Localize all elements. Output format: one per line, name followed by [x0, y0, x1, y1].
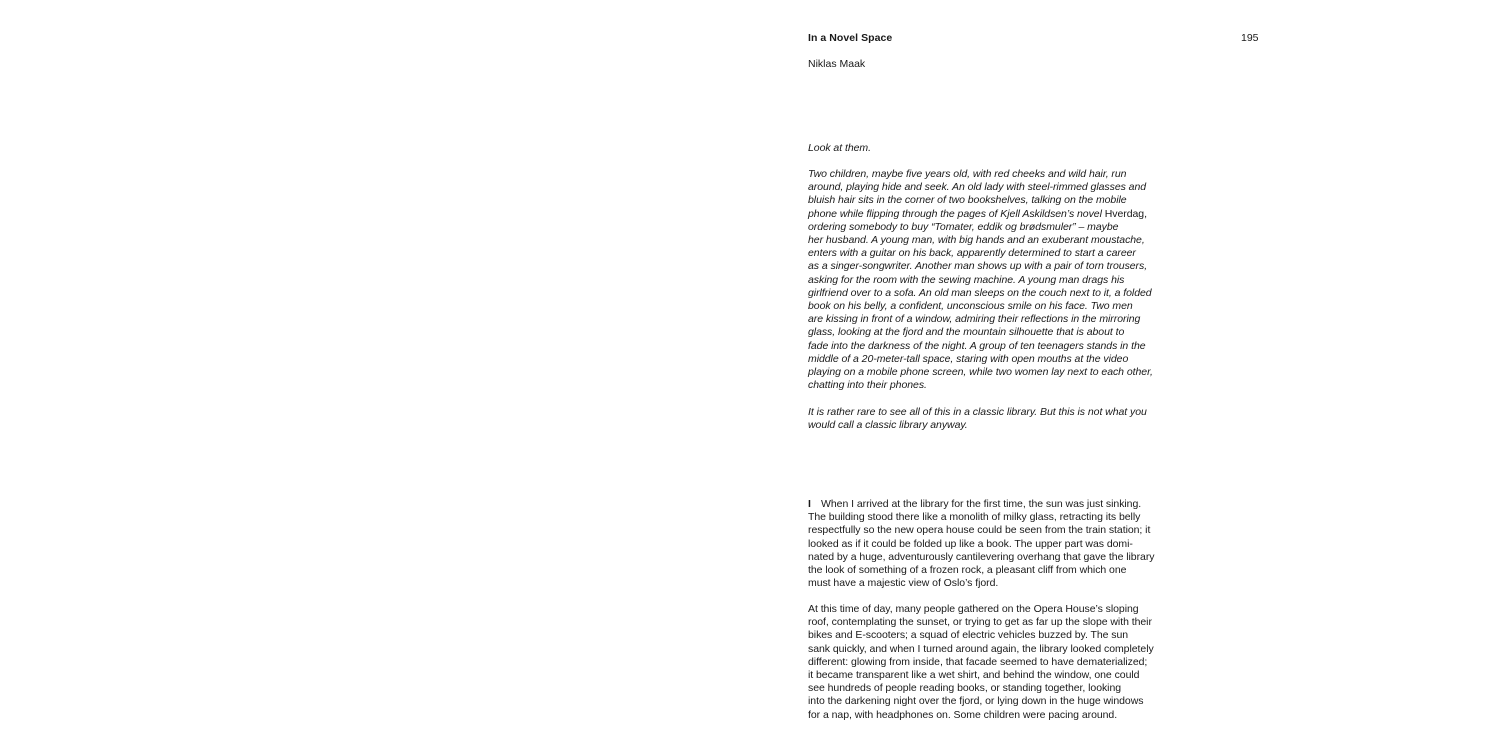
intro-paragraph-line	[808, 313, 1168, 326]
section-1-line: respectfully so the new opera house could be seen from the train station; it	[808, 524, 1151, 537]
intro-paragraph-line-text: as a singer-songwriter. Another man shows up with a pair of torn trousers,	[808, 260, 1148, 273]
intro-paragraph-line-text: fade into the darkness of the night. A group of ten teenagers stands in the	[808, 339, 1146, 352]
intro-paragraph-line-text: phone while flipping through the pages of Kjell Askildsen’s novel	[808, 207, 1105, 220]
intro-paragraph-line	[808, 274, 1168, 287]
intro-paragraph-line	[808, 353, 1168, 366]
section-2-line: At this time of day, many people gathered on the Opera House’s sloping	[808, 603, 1139, 615]
right-page	[750, 0, 1500, 750]
intro-paragraph-line-text: asking for the room with the sewing machine. A young man drags his	[808, 273, 1125, 286]
intro-paragraph-line	[808, 326, 1168, 339]
intro-paragraph-line-text: bluish hair sits in the corner of two bookshelves, talking on the mobile	[808, 194, 1127, 207]
intro-paragraph-line	[808, 181, 1168, 194]
section-2-line: different: glowing from inside, that facade seemed to have dematerialized;	[808, 655, 1148, 668]
running-title: In a Novel Space	[808, 32, 893, 44]
section-2-paragraph	[808, 603, 1168, 722]
section-2-line: see hundreds of people reading books, or standing together, looking	[808, 682, 1122, 695]
section-2-line: into the darkening night over the fjord, or lying down in the huge windows	[808, 695, 1144, 708]
intro-paragraph-line	[808, 168, 1168, 181]
intro-paragraph-line	[808, 234, 1168, 247]
intro-paragraph-line	[808, 287, 1168, 300]
intro-paragraph-line-text: playing on a mobile phone screen, while two women lay next to each other,	[808, 366, 1153, 379]
intro-paragraph-line	[808, 366, 1168, 379]
section-1-line: the look of something of a frozen rock, a pleasant cliff from which one	[808, 564, 1127, 577]
intro-paragraph-line	[808, 300, 1168, 313]
intro-closing-paragraph	[808, 406, 1168, 432]
section-1-first-line	[808, 498, 1168, 511]
intro-paragraph-line-text: her husband. A young man, with big hands and an exuberant moustache,	[808, 234, 1145, 247]
section-2-line: sank quickly, and when I turned around again, the library looked completely	[808, 642, 1154, 655]
section-2-line: it became transparent like a wet shirt, and behind the window, one could	[808, 669, 1140, 682]
author-name: Niklas Maak	[808, 58, 866, 70]
intro-paragraph-line-text: girlfriend over to a sofa. An old man sleeps on the couch next to it, a folded	[808, 286, 1152, 299]
intro-closing-line: It is rather rare to see all of this in a classic library. But this is not what you	[808, 406, 1147, 418]
section-1-line: must have a majestic view of Oslo’s fjord.	[808, 577, 999, 590]
intro-paragraph-line-text: enters with a guitar on his back, apparently determined to start a career	[808, 247, 1136, 260]
intro-paragraph-line-text: around, playing hide and seek. An old lady with steel-rimmed glasses and	[808, 181, 1147, 194]
intro-paragraph	[808, 168, 1168, 392]
intro-paragraph-line-text: ordering somebody to buy “Tomater, eddik og brødsmuler” – maybe	[808, 220, 1119, 233]
intro-paragraph-line-text: chatting into their phones.	[808, 379, 927, 392]
intro-lead	[808, 142, 1168, 155]
section-2-line: roof, contemplating the sunset, or trying to get as far up the slope with their	[808, 616, 1152, 629]
intro-paragraph-line-text: glass, looking at the fjord and the mountain silhouette that is about to	[808, 326, 1125, 339]
intro-paragraph-line	[808, 260, 1168, 273]
section-1-line: nated by a huge, adventurously cantilevering overhang that gave the library	[808, 550, 1155, 563]
intro-paragraph-line-text: Two children, maybe five years old, with red cheeks and wild hair, run	[808, 168, 1127, 180]
intro-paragraph-line	[808, 221, 1168, 234]
intro-paragraph-line-text: book on his belly, a confident, unconscious smile on his face. Two men	[808, 300, 1133, 313]
intro-paragraph-line	[808, 208, 1168, 221]
page-number: 195	[1241, 32, 1259, 44]
section-1-line: looked as if it could be folded up like a book. The upper part was domi-	[808, 537, 1133, 550]
section-2-line: for a nap, with headphones on. Some children were pacing around.	[808, 708, 1118, 721]
intro-paragraph-line	[808, 340, 1168, 353]
section-number: I	[808, 498, 811, 510]
book-title-upright: Hverdag,	[1104, 207, 1147, 220]
intro-lead-text: Look at them.	[808, 142, 871, 154]
intro-paragraph-line	[808, 247, 1168, 260]
section-2-line: bikes and E-scooters; a squad of electric vehicles buzzed by. The sun	[808, 629, 1129, 642]
section-1-first-line-text: When I arrived at the library for the first time, the sun was just sinking.	[821, 498, 1142, 510]
section-1-line: The building stood there like a monolith of milky glass, retracting its belly	[808, 511, 1141, 524]
intro-paragraph-line-text: middle of a 20-meter-tall space, staring with open mouths at the video	[808, 352, 1129, 365]
intro-closing-line: would call a classic library anyway.	[808, 419, 968, 432]
intro-paragraph-line	[808, 194, 1168, 207]
intro-paragraph-line-text: are kissing in front of a window, admiring their reflections in the mirroring	[808, 313, 1141, 326]
intro-paragraph-line	[808, 379, 1168, 392]
section-1-paragraph	[808, 498, 1168, 590]
